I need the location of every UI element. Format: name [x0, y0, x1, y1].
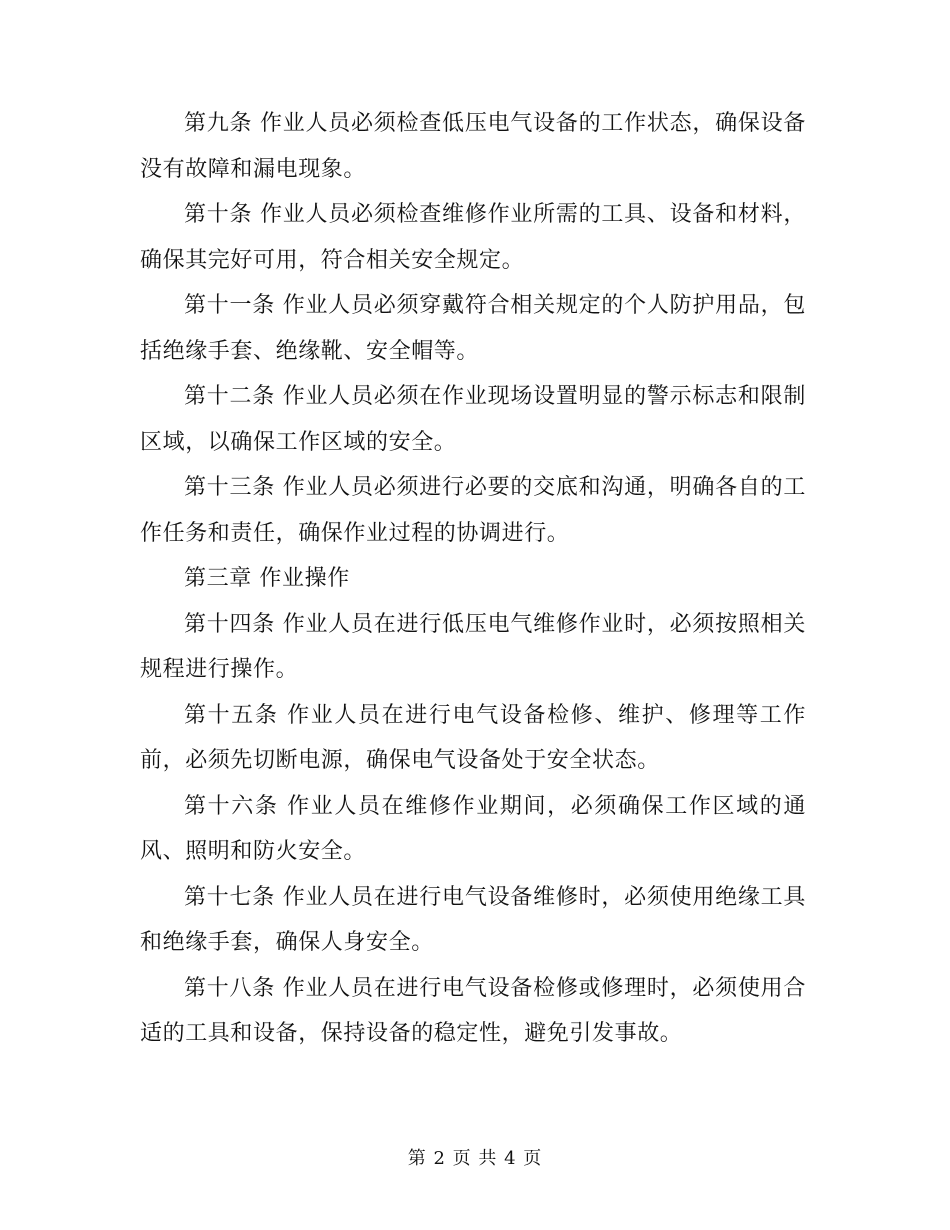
paragraph-article-14: 第十四条 作业人员在进行低压电气维修作业时，必须按照相关规程进行操作。 [140, 611, 806, 682]
chapter-heading: 第三章 作业操作 [184, 566, 350, 591]
paragraph-article-10: 第十条 作业人员必须检查维修作业所需的工具、设备和材料，确保其完好可用，符合相关安全规定。 [140, 202, 806, 273]
paragraph-article-17: 第十七条 作业人员在进行电气设备维修时，必须使用绝缘工具和绝缘手套，确保人身安全。 [140, 884, 806, 955]
page-number-footer: 第 2 页 共 4 页 [407, 1148, 543, 1169]
document-body [140, 101, 806, 1057]
paragraph-article-11: 第十一条 作业人员必须穿戴符合相关规定的个人防护用品，包括绝缘手套、绝缘靴、安全帽等。 [140, 293, 806, 364]
paragraph-article-9: 第九条 作业人员必须检查低压电气设备的工作状态，确保设备没有故障和漏电现象。 [140, 111, 806, 182]
paragraph-article-13: 第十三条 作业人员必须进行必要的交底和沟通，明确各自的工作任务和责任，确保作业过程的协调进行。 [140, 475, 806, 546]
paragraph-article-15: 第十五条 作业人员在进行电气设备检修、维护、修理等工作前，必须先切断电源，确保电气设备处于安全状态。 [140, 702, 806, 773]
paragraph-article-18: 第十八条 作业人员在进行电气设备检修或修理时，必须使用合适的工具和设备，保持设备的稳定性，避免引发事故。 [140, 975, 806, 1046]
paragraph-article-16: 第十六条 作业人员在维修作业期间，必须确保工作区域的通风、照明和防火安全。 [140, 793, 806, 864]
paragraph-article-12: 第十二条 作业人员必须在作业现场设置明显的警示标志和限制区域，以确保工作区域的安全。 [140, 384, 806, 455]
